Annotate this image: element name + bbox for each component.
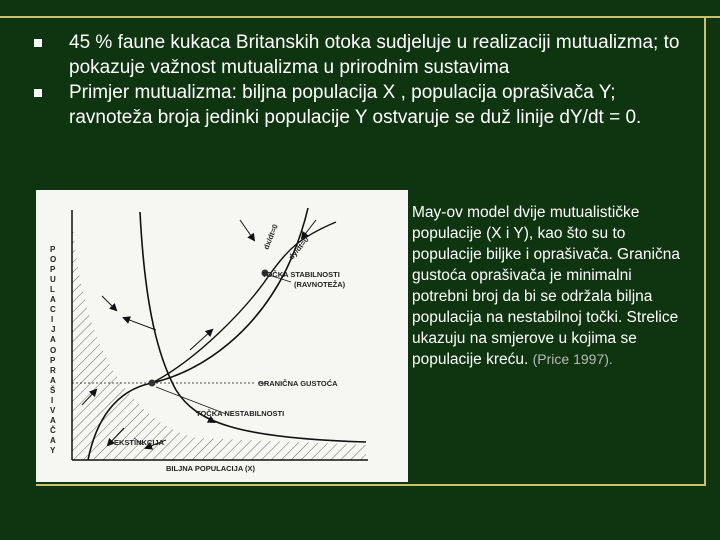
y-axis-letter: V: [50, 406, 56, 415]
stable-point-label: TOČKA STABILNOSTI: [262, 270, 340, 279]
frame-top-line: [0, 16, 720, 18]
x-axis-label: BILJNA POPULACIJA (X): [166, 464, 256, 473]
frame-bottom-line: [36, 484, 706, 486]
may-model-figure: [36, 190, 408, 482]
y-axis-letter: P: [50, 265, 56, 274]
y-axis-letter: A: [50, 436, 56, 445]
bullet-text: 45 % faune kukaca Britanskih otoka sudjeluje u realizaciji mutualizma; to pokazuje važnost mutualizma u prirodnim sustavima: [69, 32, 680, 78]
y-axis-letter: A: [50, 416, 56, 425]
bullet-item: [30, 30, 690, 80]
curve-dx-label: dx/dt=0: [261, 222, 280, 251]
unstable-point: [149, 380, 156, 387]
arrow: [240, 220, 254, 240]
curve-dy-upper: [152, 222, 336, 383]
y-axis-letter: C: [50, 305, 56, 314]
y-axis-letter: O: [50, 346, 57, 355]
y-axis-letter: A: [50, 295, 56, 304]
arrow: [102, 296, 116, 310]
y-axis-letter: A: [50, 376, 56, 385]
arrow: [124, 318, 156, 330]
curve-dy-label: dy/dt=0: [286, 235, 311, 262]
figure-caption: [412, 202, 688, 370]
y-axis-letter: Š: [50, 386, 56, 395]
arrow: [190, 330, 212, 350]
y-axis-letter: L: [50, 285, 55, 294]
y-axis-label: [50, 245, 56, 455]
threshold-label: GRANIČNA GUSTOĆA: [258, 379, 338, 388]
unstable-point-label: TOČKA NESTABILNOSTI: [196, 409, 285, 418]
bullet-square-icon: [34, 89, 42, 97]
caption-text: May-ov model dvije mutualističke populacije (X i Y), kao što su to populacije biljke i oprašivača. Granična gustoća oprašivača je minimalni potrebni broj da bi se održala biljna populacija na nestabilnoj točki. Strelice ukazuju na smjerove u kojima se populacije kreću.: [412, 204, 680, 368]
y-axis-letter: Y: [50, 446, 56, 455]
y-axis-letter: P: [50, 245, 56, 254]
y-axis-letter: U: [50, 275, 56, 284]
y-axis-letter: Č: [50, 426, 56, 435]
phase-plane-diagram: [36, 190, 408, 482]
y-axis-letter: I: [51, 315, 54, 324]
y-axis-letter: O: [50, 255, 57, 264]
bullet-item: [30, 80, 690, 130]
curve-dy-zero: [140, 212, 366, 442]
y-axis-letter: I: [51, 396, 54, 405]
bullet-list: [30, 30, 690, 130]
extinction-label: EKSTINKCIJA: [114, 438, 165, 447]
y-axis-letter: P: [50, 356, 56, 365]
bullet-text: Primjer mutualizma: biljna populacija X , populacija oprašivača Y; ravnoteža broja jedinki populacije Y ostvaruje se duž linije dY/dt = 0.: [69, 82, 642, 128]
y-axis-letter: R: [50, 366, 56, 375]
y-axis-letter: J: [51, 325, 56, 334]
y-axis-letter: A: [50, 335, 56, 344]
frame-right-line: [704, 16, 706, 486]
caption-citation: (Price 1997).: [532, 351, 613, 367]
bullet-square-icon: [34, 39, 42, 47]
stable-point-sublabel: (RAVNOTEŽA): [294, 280, 346, 289]
